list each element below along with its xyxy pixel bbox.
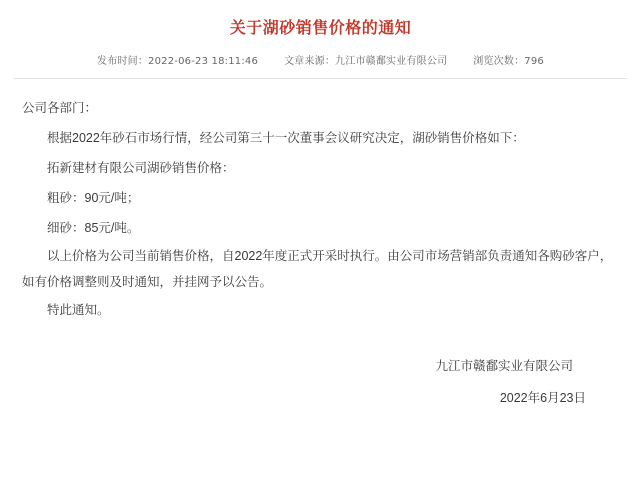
page-title: 关于湖砂销售价格的通知 [229,20,412,37]
paragraph-company-price: 拓新建材有限公司湖砂销售价格： [47,161,235,175]
paragraph-closing: 特此通知。 [47,303,110,317]
document-meta [0,52,641,67]
signature-date: 2022年6月23日 [499,391,586,405]
paragraph-fine-sand-price: 细砂：85元/吨。 [47,221,140,235]
paragraph-execution-notes: 以上价格为公司当前销售价格，自2022年度正式开采时执行。由公司市场营销部负责通知各购砂客户，如有价格调整则及时通知，并挂网予以公告。 [22,249,613,289]
view-count: 浏览次数：796 [473,56,544,67]
paragraph-salutation: 公司各部门： [22,101,98,115]
publish-time: 发布时间：2022-06-23 18:11:46 [97,56,259,67]
signature-company: 九江市赣鄱实业有限公司 [435,359,573,373]
document-body [0,79,641,325]
paragraph-decision: 根据2022年砂石市场行情，经公司第三十一次董事会议研究决定，湖砂销售价格如下： [47,131,525,145]
article-source: 文章来源：九江市赣鄱实业有限公司 [284,56,448,67]
paragraph-coarse-sand-price: 粗砂：90元/吨； [47,191,140,205]
